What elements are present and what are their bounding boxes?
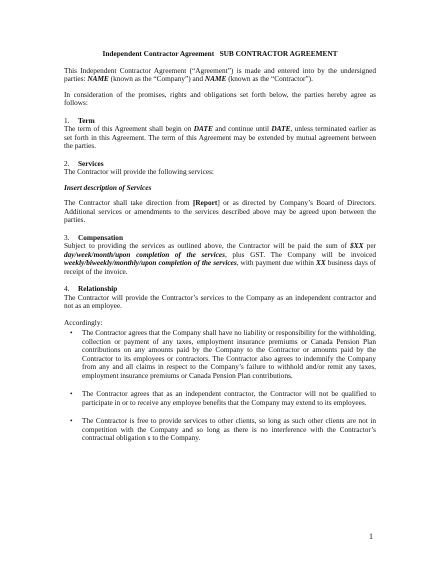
- list-item: [64, 417, 376, 443]
- bullet-icon: •: [70, 416, 73, 425]
- section-number: 3.: [64, 232, 70, 242]
- contractor-name-placeholder: NAME: [204, 74, 227, 83]
- compensation-text-per: per: [363, 241, 376, 250]
- list-item-text: The Contractor agrees that the Company shall have no liability or responsibility for the withholding, collection or payment of any taxes, employment insurance premiums or Canada Pension Plan contributions on any amounts paid by the Company to the Contractor or amounts paid by the Contractor to its employees or contractors. The Contractor also agrees to indemnify the Company from any and all claims in respect to the Company’s failure to withhold and/or remit any taxes, employment insurance premiums or Canada Pension Plan contributions.: [82, 328, 376, 380]
- accordingly-label: Accordingly:: [64, 317, 103, 327]
- title-left: Independent Contractor Agreement: [102, 49, 215, 58]
- obligations-list: [64, 329, 376, 443]
- consideration-paragraph: In consideration of the promises, rights and obligations set forth below, the parties hereby agree as follows:: [64, 89, 376, 107]
- section-number: 2.: [64, 158, 70, 168]
- company-name-placeholder: NAME: [87, 74, 109, 83]
- intro-text-end: (known as the “Contractor”).: [226, 74, 313, 83]
- list-item: [64, 390, 376, 407]
- section-number: 4.: [64, 284, 70, 293]
- invoice-schedule-placeholder: weekly/biweekly/monthly/upon completion of the services: [64, 258, 237, 267]
- direction-paragraph: [64, 199, 376, 225]
- bullet-icon: •: [70, 389, 73, 398]
- term-paragraph: [64, 125, 376, 151]
- section-number: 1.: [64, 115, 70, 125]
- section-services: [64, 160, 376, 225]
- list-item-text: The Contractor agrees that as an independent contractor, the Contractor will not be qualified to participate in or to receive any employee benefits that the Company may extend to its employees.: [82, 389, 376, 407]
- services-description-placeholder: Insert description of Services: [64, 182, 152, 192]
- start-date-placeholder: DATE: [193, 124, 213, 133]
- payment-period-placeholder: day/week/month/upon completion of the services: [64, 249, 225, 259]
- document-page: [64, 50, 376, 451]
- page-number: 1: [369, 532, 373, 541]
- intro-text-mid: (known as the “Company”) and: [108, 74, 205, 83]
- compensation-paragraph: [64, 242, 376, 276]
- intro-paragraph: [64, 67, 376, 84]
- report-placeholder: [Report: [192, 198, 218, 207]
- section-title: Compensation: [78, 232, 124, 242]
- section-term: [64, 117, 376, 151]
- term-text: The term of this Agreement shall begin on: [64, 124, 194, 133]
- compensation-text-due: , with payment due within: [236, 258, 316, 267]
- services-intro: The Contractor will provide the following services:: [64, 167, 214, 176]
- compensation-text-mid: , plus GST. The Company will be invoiced: [224, 249, 377, 259]
- document-title: [64, 50, 376, 59]
- compensation-text-end: business days of receipt of the invoice.: [64, 258, 376, 276]
- section-title: Services: [78, 158, 104, 168]
- direction-text-end: ] or as directed by Company’s Board of Directors. Additional services or amendments to the services described above may be agreed upon between the parties.: [64, 198, 376, 224]
- days-placeholder: XX: [315, 258, 326, 267]
- term-text-mid: and continue until: [212, 124, 272, 133]
- bullet-icon: •: [70, 328, 73, 337]
- section-relationship: [64, 285, 376, 311]
- section-title: Term: [78, 115, 95, 125]
- section-title: Relationship: [78, 284, 118, 293]
- amount-placeholder: $XX: [350, 241, 364, 250]
- intro-text: This Independent Contractor Agreement (“Agreement”) is made and entered into by the undersigned parties:: [64, 65, 376, 83]
- list-item-text: The Contractor is free to provide services to other clients, so long as such other clients are not in competition with the Company and so long as there is no interference with the Contractor’s contractual obligation s to the Company.: [82, 416, 376, 442]
- section-compensation: [64, 234, 376, 277]
- relationship-paragraph: The Contractor will provide the Contractor’s services to the Company as an independent contractor and not as an employee.: [64, 292, 376, 310]
- term-text-end: , unless terminated earlier as set forth in this Agreement. The term of this Agreement may be extended by mutual agreement between the parties.: [64, 124, 376, 150]
- end-date-placeholder: DATE: [271, 124, 291, 133]
- list-item: [64, 329, 376, 380]
- title-right: SUB CONTRACTOR AGREEMENT: [219, 49, 338, 58]
- compensation-text: Subject to providing the services as outlined above, the Contractor will be paid the sum of: [64, 241, 351, 250]
- direction-text: The Contractor shall take direction from: [64, 198, 193, 207]
